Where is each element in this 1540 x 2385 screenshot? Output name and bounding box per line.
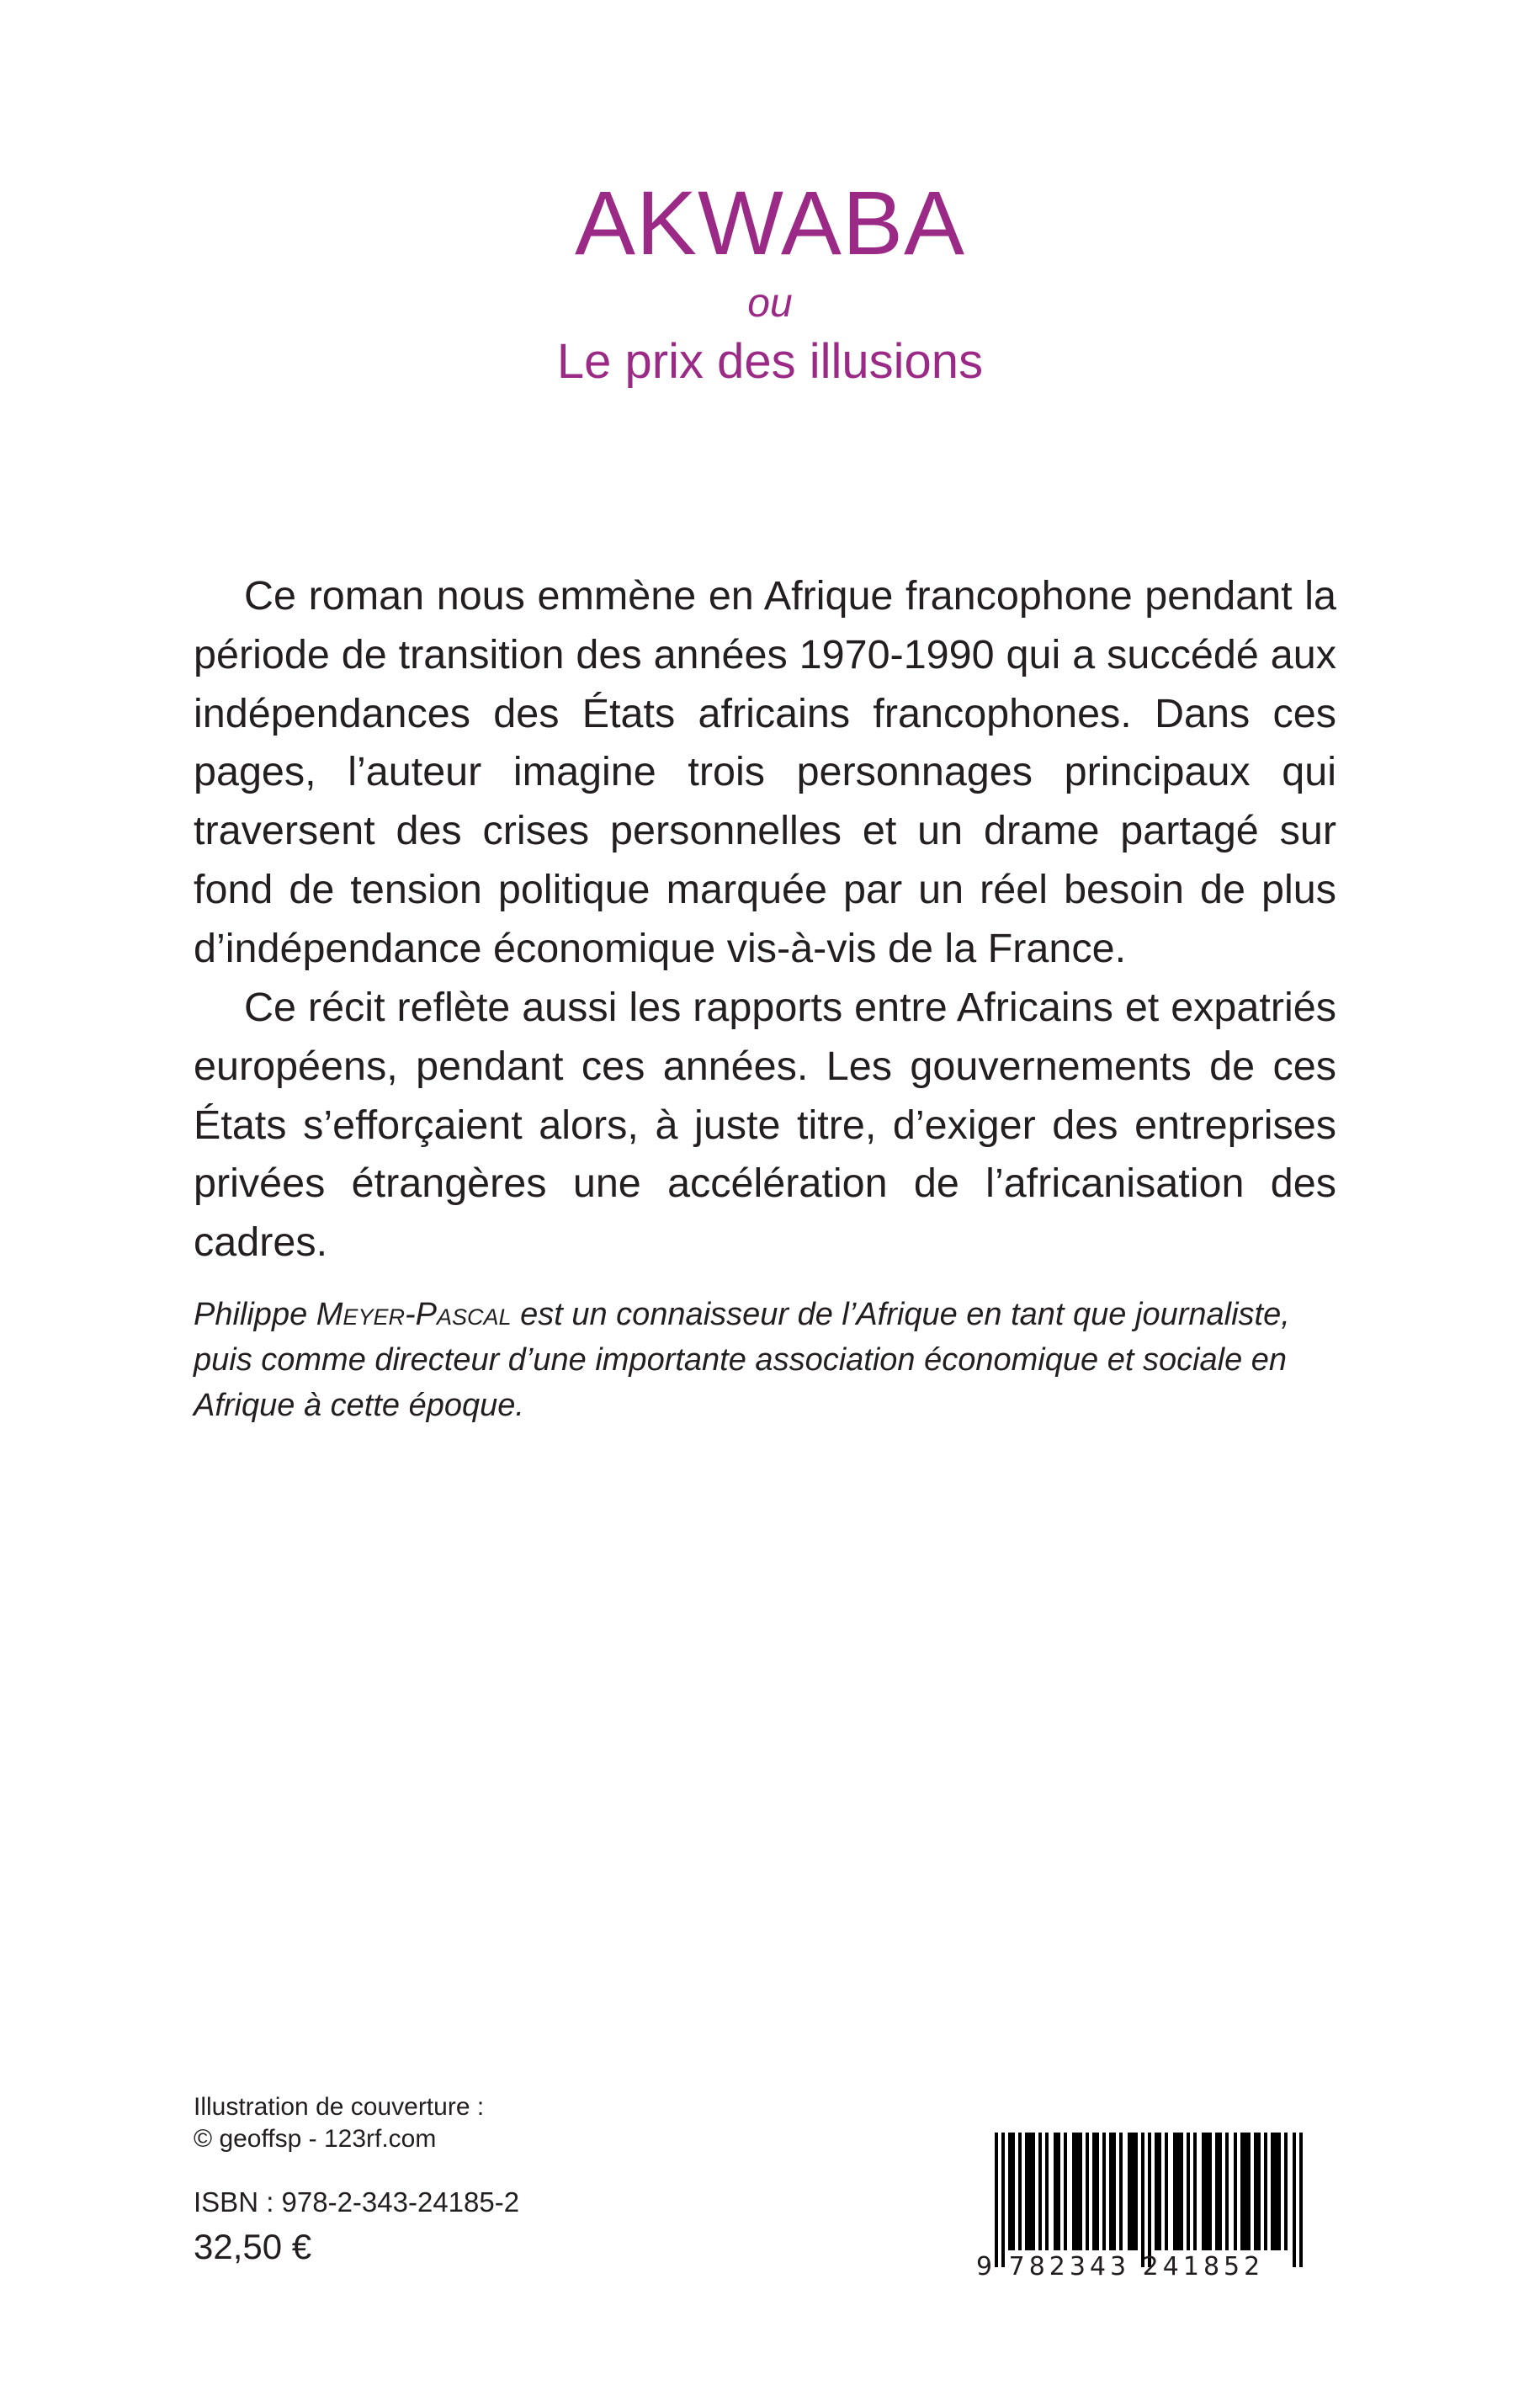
barcode <box>976 2133 1330 2288</box>
barcode-digits: 9 782343 241852 <box>976 2252 1265 2281</box>
isbn: ISBN : 978-2-343-24185-2 <box>194 2186 520 2218</box>
blurb-paragraph-1: Ce roman nous emmène en Afrique francophone pendant la période de transition des années 1970-1990 qui a succédé aux indépendances des États africains francophones. Dans ces pages, l’auteur imagine trois personnages principaux qui traversent des crises personnelles et un drame partagé sur fond de tension politique marquée par un réel besoin de plus d’indépendance économique vis-à-vis de la France. <box>194 573 1336 971</box>
book-title: AKWABA <box>574 172 966 274</box>
illustration-source: © geoffsp - 123rf.com <box>194 2125 437 2153</box>
title-connector: ou <box>747 281 793 326</box>
illustration-label: Illustration de couverture : <box>194 2093 485 2121</box>
author-bio <box>194 1292 1336 1428</box>
book-subtitle: Le prix des illusions <box>556 334 984 389</box>
cover-credit <box>194 2091 484 2155</box>
blurb-paragraph-2: Ce récit reflète aussi les rapports entre Africains et expatriés européens, pendant ces années. Les gouvernements de ces États s’efforçaient alors, à juste titre, d’exiger des entreprises privées étrangères une accélération de l’africanisation des cadres. <box>194 985 1336 1266</box>
author-first-name: Philippe <box>194 1297 308 1332</box>
price: 32,50 € <box>194 2227 312 2266</box>
author-bio-text: est un connaisseur de l’Afrique en tant que journaliste, puis comme directeur d’une importante association économique et sociale en Afrique à cette époque. <box>194 1297 1290 1423</box>
author-last-name: Meyer-Pascal <box>316 1297 512 1332</box>
